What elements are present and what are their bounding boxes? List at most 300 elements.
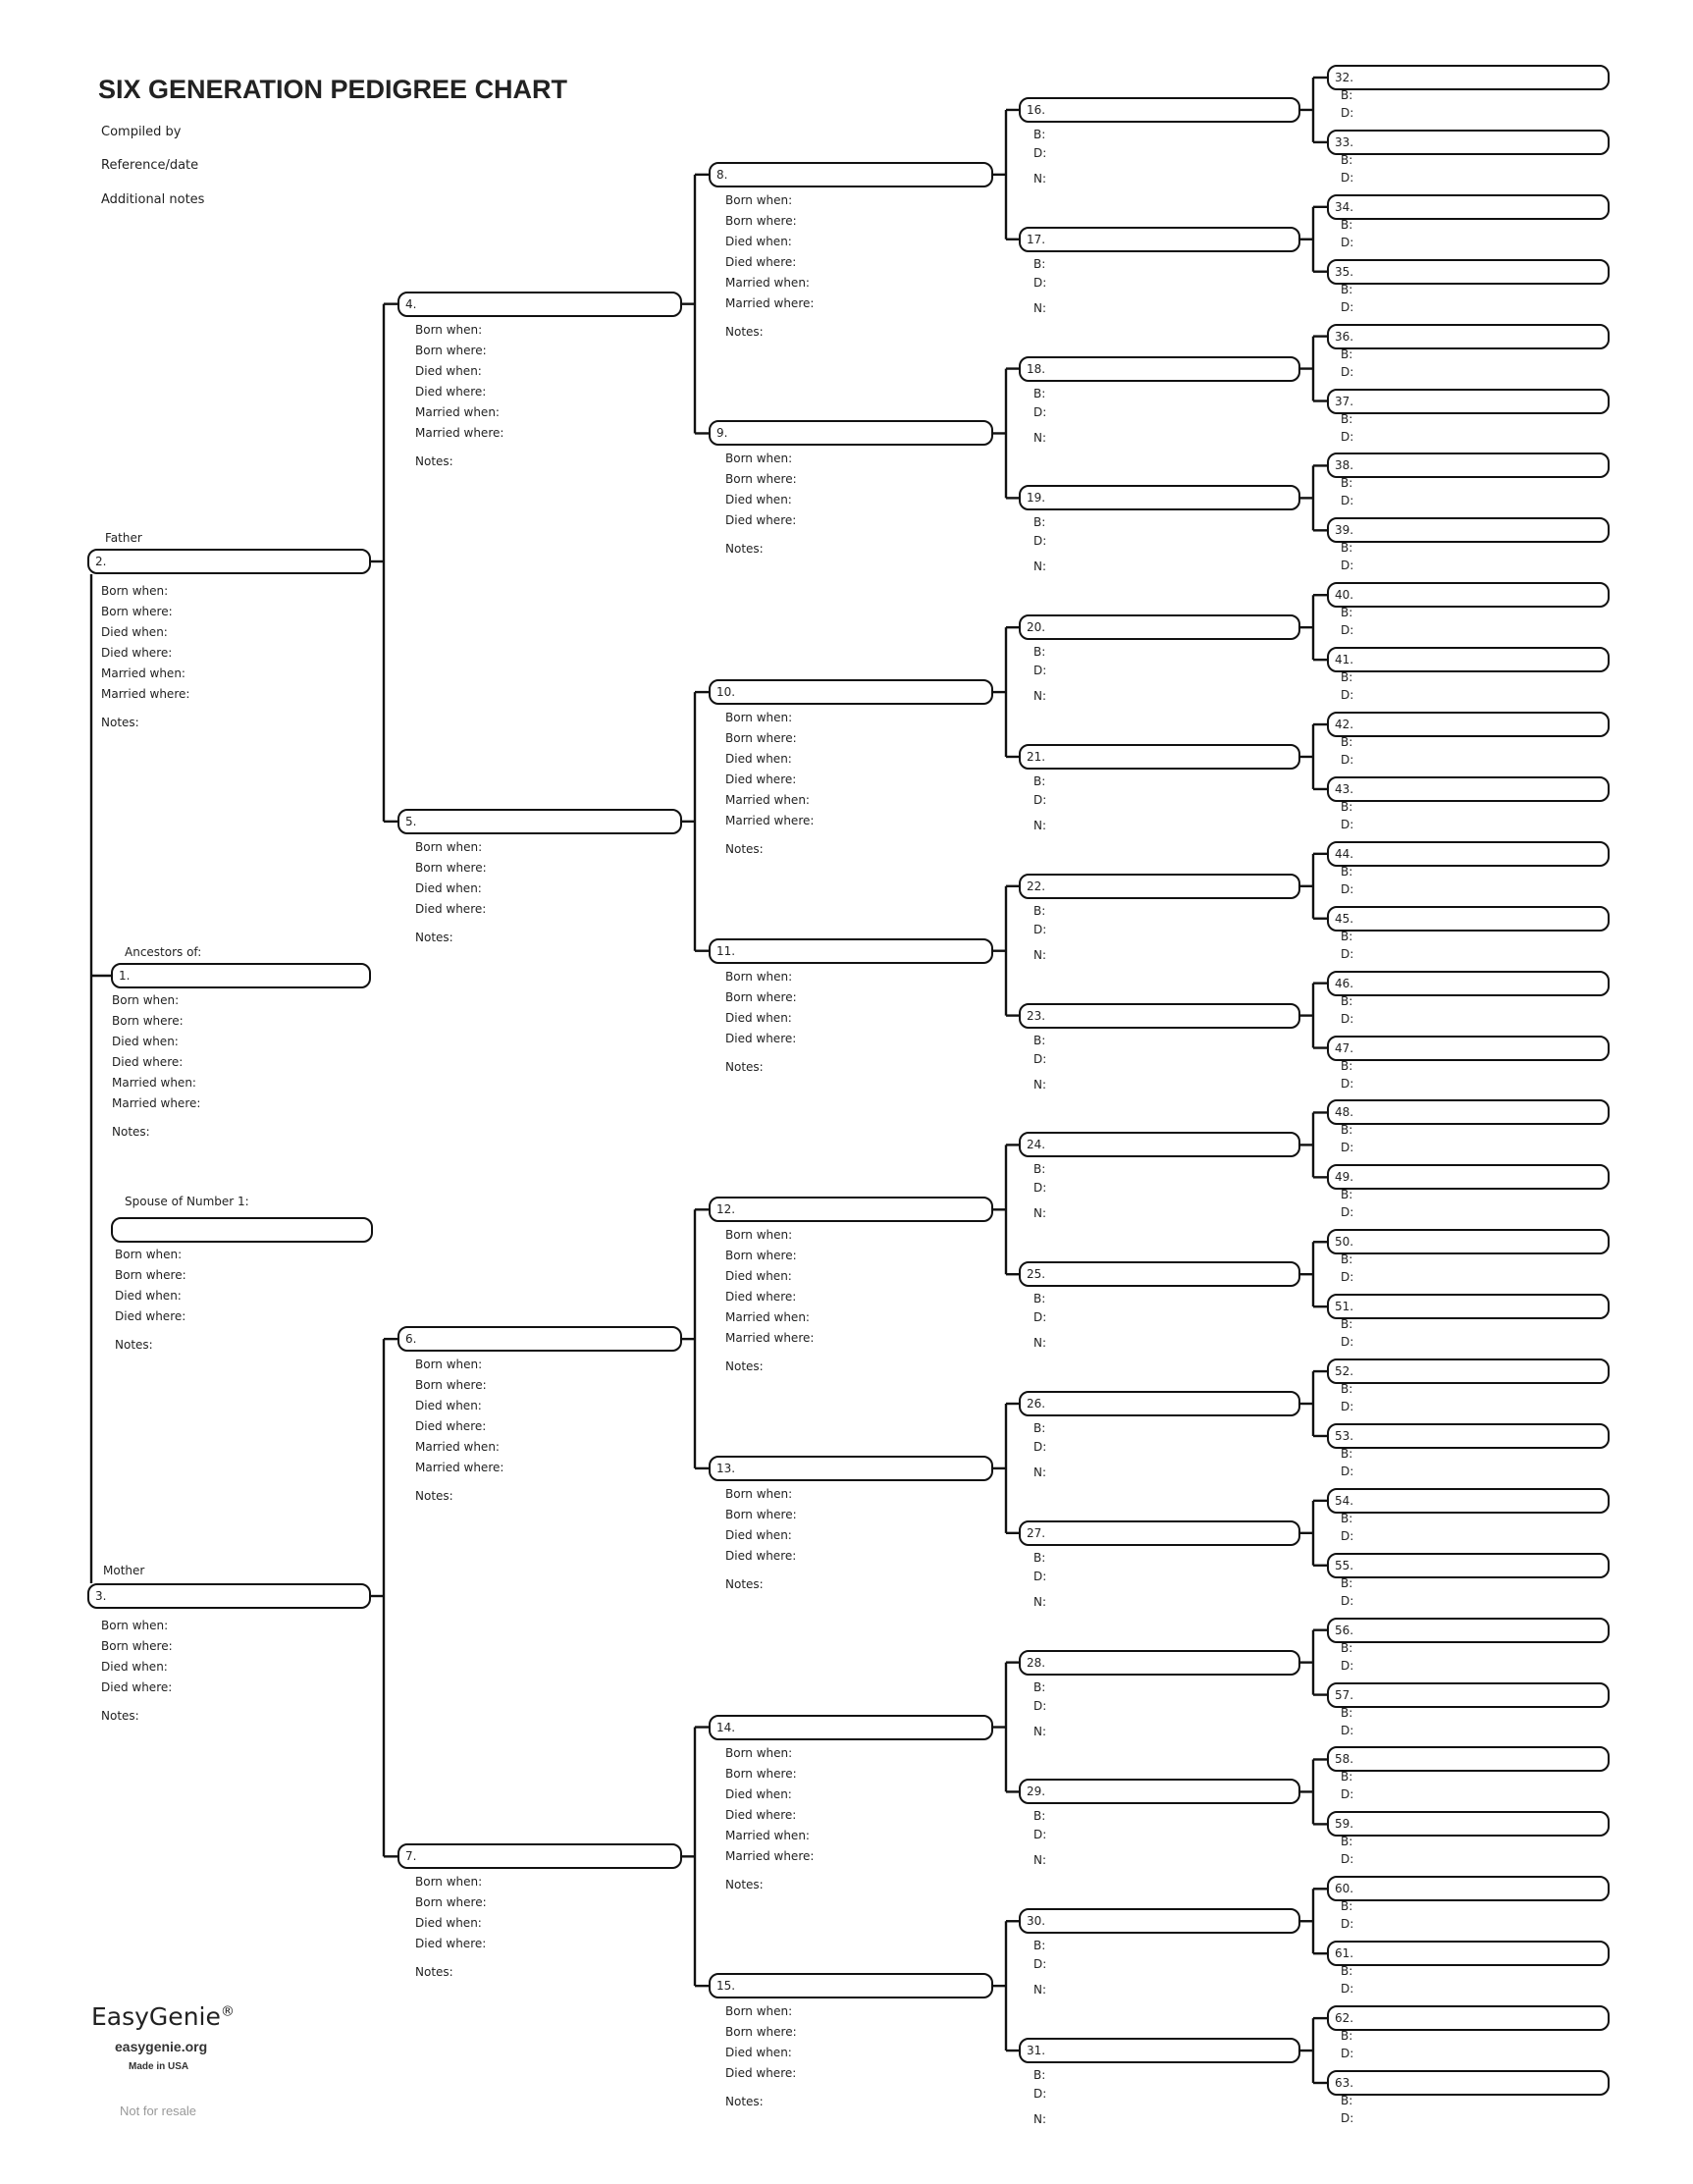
field-label-notes: Notes: [725, 1059, 764, 1074]
field-label-b: B: [1033, 1033, 1046, 1047]
field-label-bornwhen: Born when: [725, 192, 793, 207]
field-label-d: D: [1341, 881, 1354, 896]
field-label-d: D: [1033, 1440, 1047, 1455]
field-label-diedwhen: Died when: [415, 363, 482, 378]
field-label-diedwhere: Died where: [101, 646, 173, 660]
person-number: 48. [1335, 1105, 1354, 1120]
field-label-b: B: [1341, 2029, 1353, 2044]
field-label-n: N: [1033, 689, 1047, 704]
person-box-37[interactable] [1327, 389, 1610, 414]
person-box-39[interactable] [1327, 517, 1610, 543]
field-label-n: N: [1033, 1724, 1047, 1738]
field-label-n: N: [1033, 1336, 1047, 1351]
field-label-b: B: [1033, 1292, 1046, 1306]
field-label-bornwhere: Born where: [115, 1268, 186, 1282]
person-number: 54. [1335, 1493, 1354, 1508]
person-box-51[interactable] [1327, 1294, 1610, 1319]
person-number: 28. [1027, 1655, 1046, 1670]
field-label-b: B: [1033, 1550, 1046, 1565]
field-label-notes: Notes: [725, 324, 764, 339]
person-box-13[interactable] [709, 1456, 993, 1481]
person-box-54[interactable] [1327, 1488, 1610, 1514]
field-label-d: D: [1341, 688, 1354, 703]
person-number: 12. [716, 1202, 736, 1217]
field-label-b: B: [1341, 606, 1353, 620]
field-label-d: D: [1341, 106, 1354, 120]
field-label-diedwhen: Died when: [725, 1527, 792, 1542]
brand-name: EasyGenie [91, 2002, 221, 2031]
person-number: 57. [1335, 1687, 1354, 1702]
person-number: 16. [1027, 102, 1046, 117]
field-label-notes: Notes: [415, 1489, 453, 1504]
person-number: 55. [1335, 1558, 1354, 1572]
person-box-36[interactable] [1327, 324, 1610, 349]
person-number: 27. [1027, 1525, 1046, 1540]
field-label-d: D: [1033, 664, 1047, 678]
person-box-62[interactable] [1327, 2005, 1610, 2031]
field-label-bornwhere: Born where: [725, 731, 797, 746]
person-box-26[interactable] [1019, 1391, 1300, 1416]
person-number: 34. [1335, 199, 1354, 214]
person-box-57[interactable] [1327, 1682, 1610, 1708]
person-number: 4. [405, 296, 417, 311]
field-label-d: D: [1033, 2087, 1047, 2102]
field-label-d: D: [1033, 1569, 1047, 1583]
person-number: 10. [716, 685, 736, 700]
person-number: 38. [1335, 458, 1354, 473]
person-number: 60. [1335, 1882, 1354, 1896]
field-label-b: B: [1033, 256, 1046, 271]
field-label-diedwhen: Died when: [415, 1399, 482, 1413]
person-box-60[interactable] [1327, 1876, 1610, 1901]
field-label-bornwhere: Born where: [101, 605, 173, 618]
field-label-b: B: [1341, 346, 1353, 361]
field-label-bornwhere: Born where: [101, 1639, 173, 1653]
person-number: 31. [1027, 2044, 1046, 2058]
person-number: 24. [1027, 1138, 1046, 1152]
field-label-d: D: [1033, 1181, 1047, 1196]
field-label-d: D: [1341, 299, 1354, 314]
person-box-27[interactable] [1019, 1520, 1300, 1546]
field-label-n: N: [1033, 818, 1047, 832]
person-number: 56. [1335, 1623, 1354, 1637]
person-box-21[interactable] [1019, 744, 1300, 770]
person-box-22[interactable] [1019, 874, 1300, 899]
spouse-label: Spouse of Number 1: [125, 1195, 249, 1208]
field-label-b: B: [1033, 127, 1046, 141]
field-label-b: B: [1341, 1770, 1353, 1784]
person-number: 47. [1335, 1040, 1354, 1055]
field-label-b: B: [1341, 1188, 1353, 1202]
person-box-6[interactable] [397, 1326, 682, 1352]
field-label-diedwhen: Died when: [101, 625, 168, 639]
field-label-diedwhere: Died where: [115, 1309, 186, 1323]
person-box-41[interactable] [1327, 647, 1610, 672]
field-label-marriedwhere: Married where: [415, 1461, 504, 1475]
father-label: Father [105, 531, 142, 545]
field-label-diedwhere: Died where: [415, 384, 487, 399]
person-box-11[interactable] [709, 938, 993, 964]
field-label-marriedwhen: Married when: [415, 1440, 500, 1455]
person-number: 42. [1335, 718, 1354, 732]
field-label-d: D: [1341, 946, 1354, 961]
field-label-d: D: [1341, 1270, 1354, 1285]
person-number: 21. [1027, 749, 1046, 764]
field-label-notes: Notes: [101, 716, 139, 729]
field-label-diedwhere: Died where: [415, 1419, 487, 1434]
field-label-bornwhen: Born when: [415, 1875, 483, 1890]
person-number: 43. [1335, 781, 1354, 796]
person-box-42[interactable] [1327, 712, 1610, 737]
person-number: 22. [1027, 879, 1046, 893]
field-label-b: B: [1033, 773, 1046, 788]
person-box-34[interactable] [1327, 194, 1610, 220]
field-label-bornwhere: Born where: [725, 472, 797, 487]
field-label-diedwhen: Died when: [415, 1916, 482, 1931]
field-label-diedwhere: Died where: [101, 1680, 173, 1694]
field-label-b: B: [1341, 2094, 1353, 2107]
person-box-63[interactable] [1327, 2070, 1610, 2096]
person-number: 9. [716, 426, 728, 441]
field-label-diedwhen: Died when: [115, 1289, 182, 1303]
person-number: 18. [1027, 361, 1046, 376]
field-label-bornwhen: Born when: [725, 1228, 793, 1243]
field-label-b: B: [1033, 1679, 1046, 1694]
field-label-bornwhere: Born where: [415, 1895, 487, 1910]
field-label-diedwhen: Died when: [725, 752, 792, 767]
field-label-b: B: [1033, 1421, 1046, 1436]
person-number: 32. [1335, 71, 1354, 84]
person-box-17[interactable] [1019, 227, 1300, 252]
field-label-n: N: [1033, 430, 1047, 445]
person-box-15[interactable] [709, 1973, 993, 1998]
field-label-bornwhere: Born where: [725, 1249, 797, 1263]
field-label-n: N: [1033, 171, 1047, 186]
field-label-diedwhere: Died where: [112, 1055, 184, 1069]
person-number: 44. [1335, 846, 1354, 861]
field-label-notes: Notes: [725, 842, 764, 857]
field-label-d: D: [1341, 1852, 1354, 1867]
person-number: 6. [405, 1332, 417, 1347]
field-label-d: D: [1033, 1828, 1047, 1842]
field-label-bornwhen: Born when: [725, 1486, 793, 1501]
person-number: 46. [1335, 976, 1354, 990]
not-for-resale-text: Not for resale [120, 2104, 197, 2118]
person-number: 59. [1335, 1817, 1354, 1832]
field-label-diedwhere: Died where: [725, 2066, 797, 2081]
spouse-box[interactable] [111, 1217, 373, 1243]
person-number: 33. [1335, 134, 1354, 149]
person-box-5[interactable] [397, 809, 682, 834]
field-label-n: N: [1033, 1206, 1047, 1221]
field-label-d: D: [1033, 145, 1047, 160]
field-label-d: D: [1341, 753, 1354, 768]
field-label-d: D: [1341, 1464, 1354, 1478]
person-box-53[interactable] [1327, 1423, 1610, 1449]
field-label-d: D: [1033, 792, 1047, 807]
field-label-bornwhere: Born where: [415, 1378, 487, 1393]
field-label-b: B: [1341, 1640, 1353, 1655]
person-box-61[interactable] [1327, 1941, 1610, 1966]
field-label-marriedwhen: Married when: [725, 1310, 810, 1325]
easygenie-logo [91, 2002, 235, 2031]
person-box-20[interactable] [1019, 614, 1300, 640]
person-number: 20. [1027, 620, 1046, 635]
field-label-d: D: [1341, 1205, 1354, 1220]
field-label-marriedwhere: Married where: [101, 687, 190, 701]
field-label-d: D: [1341, 1982, 1354, 1997]
field-label-bornwhere: Born where: [725, 1507, 797, 1521]
field-label-d: D: [1341, 1528, 1354, 1543]
person-box-40[interactable] [1327, 582, 1610, 608]
field-label-d: D: [1033, 1698, 1047, 1713]
field-label-diedwhen: Died when: [725, 493, 792, 507]
field-label-diedwhere: Died where: [725, 1031, 797, 1045]
field-label-bornwhen: Born when: [725, 711, 793, 725]
field-label-n: N: [1033, 1853, 1047, 1868]
field-label-marriedwhen: Married when: [101, 666, 185, 680]
field-label-b: B: [1033, 1162, 1046, 1177]
person-number: 39. [1335, 523, 1354, 538]
person-box-24[interactable] [1019, 1132, 1300, 1157]
field-label-diedwhen: Died when: [725, 2046, 792, 2060]
field-label-n: N: [1033, 1983, 1047, 1998]
person-number: 30. [1027, 1914, 1046, 1929]
person-box-25[interactable] [1019, 1261, 1300, 1287]
field-label-notes: Notes: [725, 542, 764, 557]
person-box-23[interactable] [1019, 1003, 1300, 1029]
field-label-marriedwhere: Married where: [725, 1848, 815, 1863]
field-label-d: D: [1341, 1076, 1354, 1091]
person-box-12[interactable] [709, 1197, 993, 1222]
field-label-b: B: [1341, 1382, 1353, 1397]
field-label-marriedwhere: Married where: [112, 1096, 201, 1110]
additional-notes-label: Additional notes [101, 192, 205, 207]
field-label-bornwhen: Born when: [725, 1745, 793, 1760]
person-box-35[interactable] [1327, 259, 1610, 285]
field-label-d: D: [1341, 1723, 1354, 1737]
field-label-diedwhere: Died where: [725, 772, 797, 787]
field-label-b: B: [1341, 799, 1353, 814]
field-label-bornwhen: Born when: [415, 322, 483, 337]
person-box-49[interactable] [1327, 1164, 1610, 1190]
field-label-d: D: [1341, 1787, 1354, 1802]
person-box-7[interactable] [397, 1843, 682, 1869]
person-number: 13. [716, 1461, 736, 1475]
field-label-marriedwhen: Married when: [112, 1076, 196, 1090]
field-label-d: D: [1033, 275, 1047, 290]
field-label-notes: Notes: [415, 930, 453, 944]
field-label-notes: Notes: [725, 1576, 764, 1591]
brand-registered-mark: ® [220, 2003, 235, 2020]
person-box-32[interactable] [1327, 65, 1610, 90]
person-number: 26. [1027, 1397, 1046, 1412]
person-box-48[interactable] [1327, 1099, 1610, 1125]
field-label-marriedwhere: Married where: [415, 425, 504, 440]
field-label-marriedwhen: Married when: [725, 793, 810, 808]
field-label-n: N: [1033, 2112, 1047, 2127]
person-number: 14. [716, 1720, 736, 1734]
person-box-33[interactable] [1327, 130, 1610, 155]
person-number: 5. [405, 814, 417, 828]
person-number: 15. [716, 1979, 736, 1994]
field-label-d: D: [1341, 559, 1354, 573]
person-box-56[interactable] [1327, 1618, 1610, 1643]
made-in-usa-text: Made in USA [129, 2061, 189, 2072]
field-label-notes: Notes: [415, 453, 453, 468]
field-label-bornwhen: Born when: [415, 839, 483, 854]
person-number: 25. [1027, 1267, 1046, 1282]
person-number: 40. [1335, 588, 1354, 603]
person-number: 52. [1335, 1364, 1354, 1379]
person-box-30[interactable] [1019, 1908, 1300, 1934]
field-label-diedwhere: Died where: [725, 254, 797, 269]
person-number: 58. [1335, 1752, 1354, 1767]
person-number: 8. [716, 167, 728, 182]
field-label-notes: Notes: [112, 1125, 150, 1139]
field-label-diedwhere: Died where: [725, 513, 797, 528]
field-label-notes: Notes: [101, 1709, 139, 1723]
person-number: 51. [1335, 1300, 1354, 1314]
person-box-16[interactable] [1019, 97, 1300, 123]
field-label-bornwhere: Born where: [725, 989, 797, 1004]
field-label-bornwhere: Born where: [725, 1766, 797, 1781]
person-box-3[interactable] [87, 1583, 371, 1609]
field-label-b: B: [1341, 1575, 1353, 1590]
field-label-notes: Notes: [725, 1359, 764, 1374]
field-label-diedwhere: Died where: [415, 901, 487, 916]
person-box-44[interactable] [1327, 841, 1610, 867]
field-label-d: D: [1341, 2111, 1354, 2125]
field-label-d: D: [1033, 1310, 1047, 1325]
person-box-14[interactable] [709, 1715, 993, 1740]
field-label-notes: Notes: [115, 1338, 153, 1352]
person-box-2[interactable] [87, 549, 371, 574]
field-label-diedwhen: Died when: [725, 234, 792, 248]
field-label-d: D: [1341, 817, 1354, 831]
field-label-notes: Notes: [725, 2095, 764, 2109]
field-label-d: D: [1033, 534, 1047, 549]
field-label-b: B: [1033, 386, 1046, 400]
field-label-n: N: [1033, 1594, 1047, 1609]
person-box-43[interactable] [1327, 776, 1610, 802]
person-box-9[interactable] [709, 420, 993, 446]
page-title: SIX GENERATION PEDIGREE CHART [98, 75, 568, 104]
person-number: 29. [1027, 1784, 1046, 1799]
field-label-bornwhen: Born when: [415, 1358, 483, 1372]
field-label-bornwhen: Born when: [725, 2004, 793, 2019]
field-label-bornwhen: Born when: [101, 584, 169, 598]
field-label-bornwhen: Born when: [101, 1619, 169, 1632]
person-box-4[interactable] [397, 292, 682, 317]
field-label-n: N: [1033, 559, 1047, 574]
field-label-d: D: [1341, 1011, 1354, 1026]
field-label-diedwhere: Died where: [415, 1937, 487, 1951]
person-box-8[interactable] [709, 162, 993, 187]
person-number: 37. [1335, 394, 1354, 408]
field-label-marriedwhere: Married where: [725, 1331, 815, 1346]
field-label-d: D: [1341, 364, 1354, 379]
field-label-d: D: [1341, 429, 1354, 444]
field-label-b: B: [1341, 1964, 1353, 1979]
field-label-diedwhen: Died when: [725, 1786, 792, 1801]
field-label-b: B: [1341, 1899, 1353, 1914]
person-box-29[interactable] [1019, 1779, 1300, 1804]
field-label-marriedwhere: Married where: [725, 814, 815, 828]
person-number: 23. [1027, 1008, 1046, 1023]
field-label-b: B: [1341, 282, 1353, 296]
field-label-marriedwhen: Married when: [725, 1828, 810, 1842]
field-label-b: B: [1341, 1058, 1353, 1073]
field-label-d: D: [1341, 1400, 1354, 1414]
person-box-58[interactable] [1327, 1746, 1610, 1772]
person-number: 35. [1335, 264, 1354, 279]
field-label-bornwhere: Born where: [725, 2025, 797, 2040]
person-box-1[interactable] [111, 963, 371, 988]
person-box-10[interactable] [709, 679, 993, 705]
person-box-46[interactable] [1327, 971, 1610, 996]
field-label-bornwhere: Born where: [415, 343, 487, 357]
person-box-52[interactable] [1327, 1358, 1610, 1384]
person-box-47[interactable] [1327, 1036, 1610, 1061]
field-label-n: N: [1033, 300, 1047, 315]
field-label-d: D: [1341, 623, 1354, 638]
person-box-45[interactable] [1327, 906, 1610, 932]
field-label-diedwhen: Died when: [415, 880, 482, 895]
field-label-b: B: [1341, 1446, 1353, 1461]
person-number: 36. [1335, 329, 1354, 344]
field-label-b: B: [1033, 903, 1046, 918]
person-box-31[interactable] [1019, 2038, 1300, 2063]
field-label-d: D: [1341, 1141, 1354, 1155]
field-label-b: B: [1341, 670, 1353, 685]
person-box-50[interactable] [1327, 1229, 1610, 1254]
person-number: 45. [1335, 911, 1354, 926]
person-number: 1. [119, 969, 131, 983]
field-label-diedwhere: Died where: [725, 1807, 797, 1822]
field-label-b: B: [1341, 929, 1353, 943]
field-label-diedwhen: Died when: [725, 1010, 792, 1025]
mother-label: Mother [103, 1564, 145, 1577]
person-number: 61. [1335, 1946, 1354, 1961]
person-box-18[interactable] [1019, 356, 1300, 382]
field-label-n: N: [1033, 1465, 1047, 1480]
field-label-d: D: [1341, 494, 1354, 508]
person-number: 19. [1027, 491, 1046, 506]
field-label-b: B: [1341, 1317, 1353, 1332]
field-label-marriedwhen: Married when: [415, 404, 500, 419]
field-label-marriedwhen: Married when: [725, 275, 810, 290]
field-label-d: D: [1341, 1335, 1354, 1350]
field-label-n: N: [1033, 947, 1047, 962]
person-box-28[interactable] [1019, 1650, 1300, 1676]
person-number: 7. [405, 1849, 417, 1864]
field-label-b: B: [1033, 2068, 1046, 2083]
field-label-b: B: [1341, 864, 1353, 879]
person-box-38[interactable] [1327, 453, 1610, 478]
compiled-by-label: Compiled by [101, 125, 182, 139]
person-number: 2. [95, 555, 107, 568]
person-box-19[interactable] [1019, 485, 1300, 510]
person-box-55[interactable] [1327, 1553, 1610, 1578]
field-label-d: D: [1033, 404, 1047, 419]
field-label-b: B: [1341, 1252, 1353, 1267]
field-label-b: B: [1033, 645, 1046, 660]
person-number: 11. [716, 943, 736, 958]
person-number: 50. [1335, 1235, 1354, 1250]
field-label-d: D: [1341, 235, 1354, 249]
person-box-59[interactable] [1327, 1811, 1610, 1837]
